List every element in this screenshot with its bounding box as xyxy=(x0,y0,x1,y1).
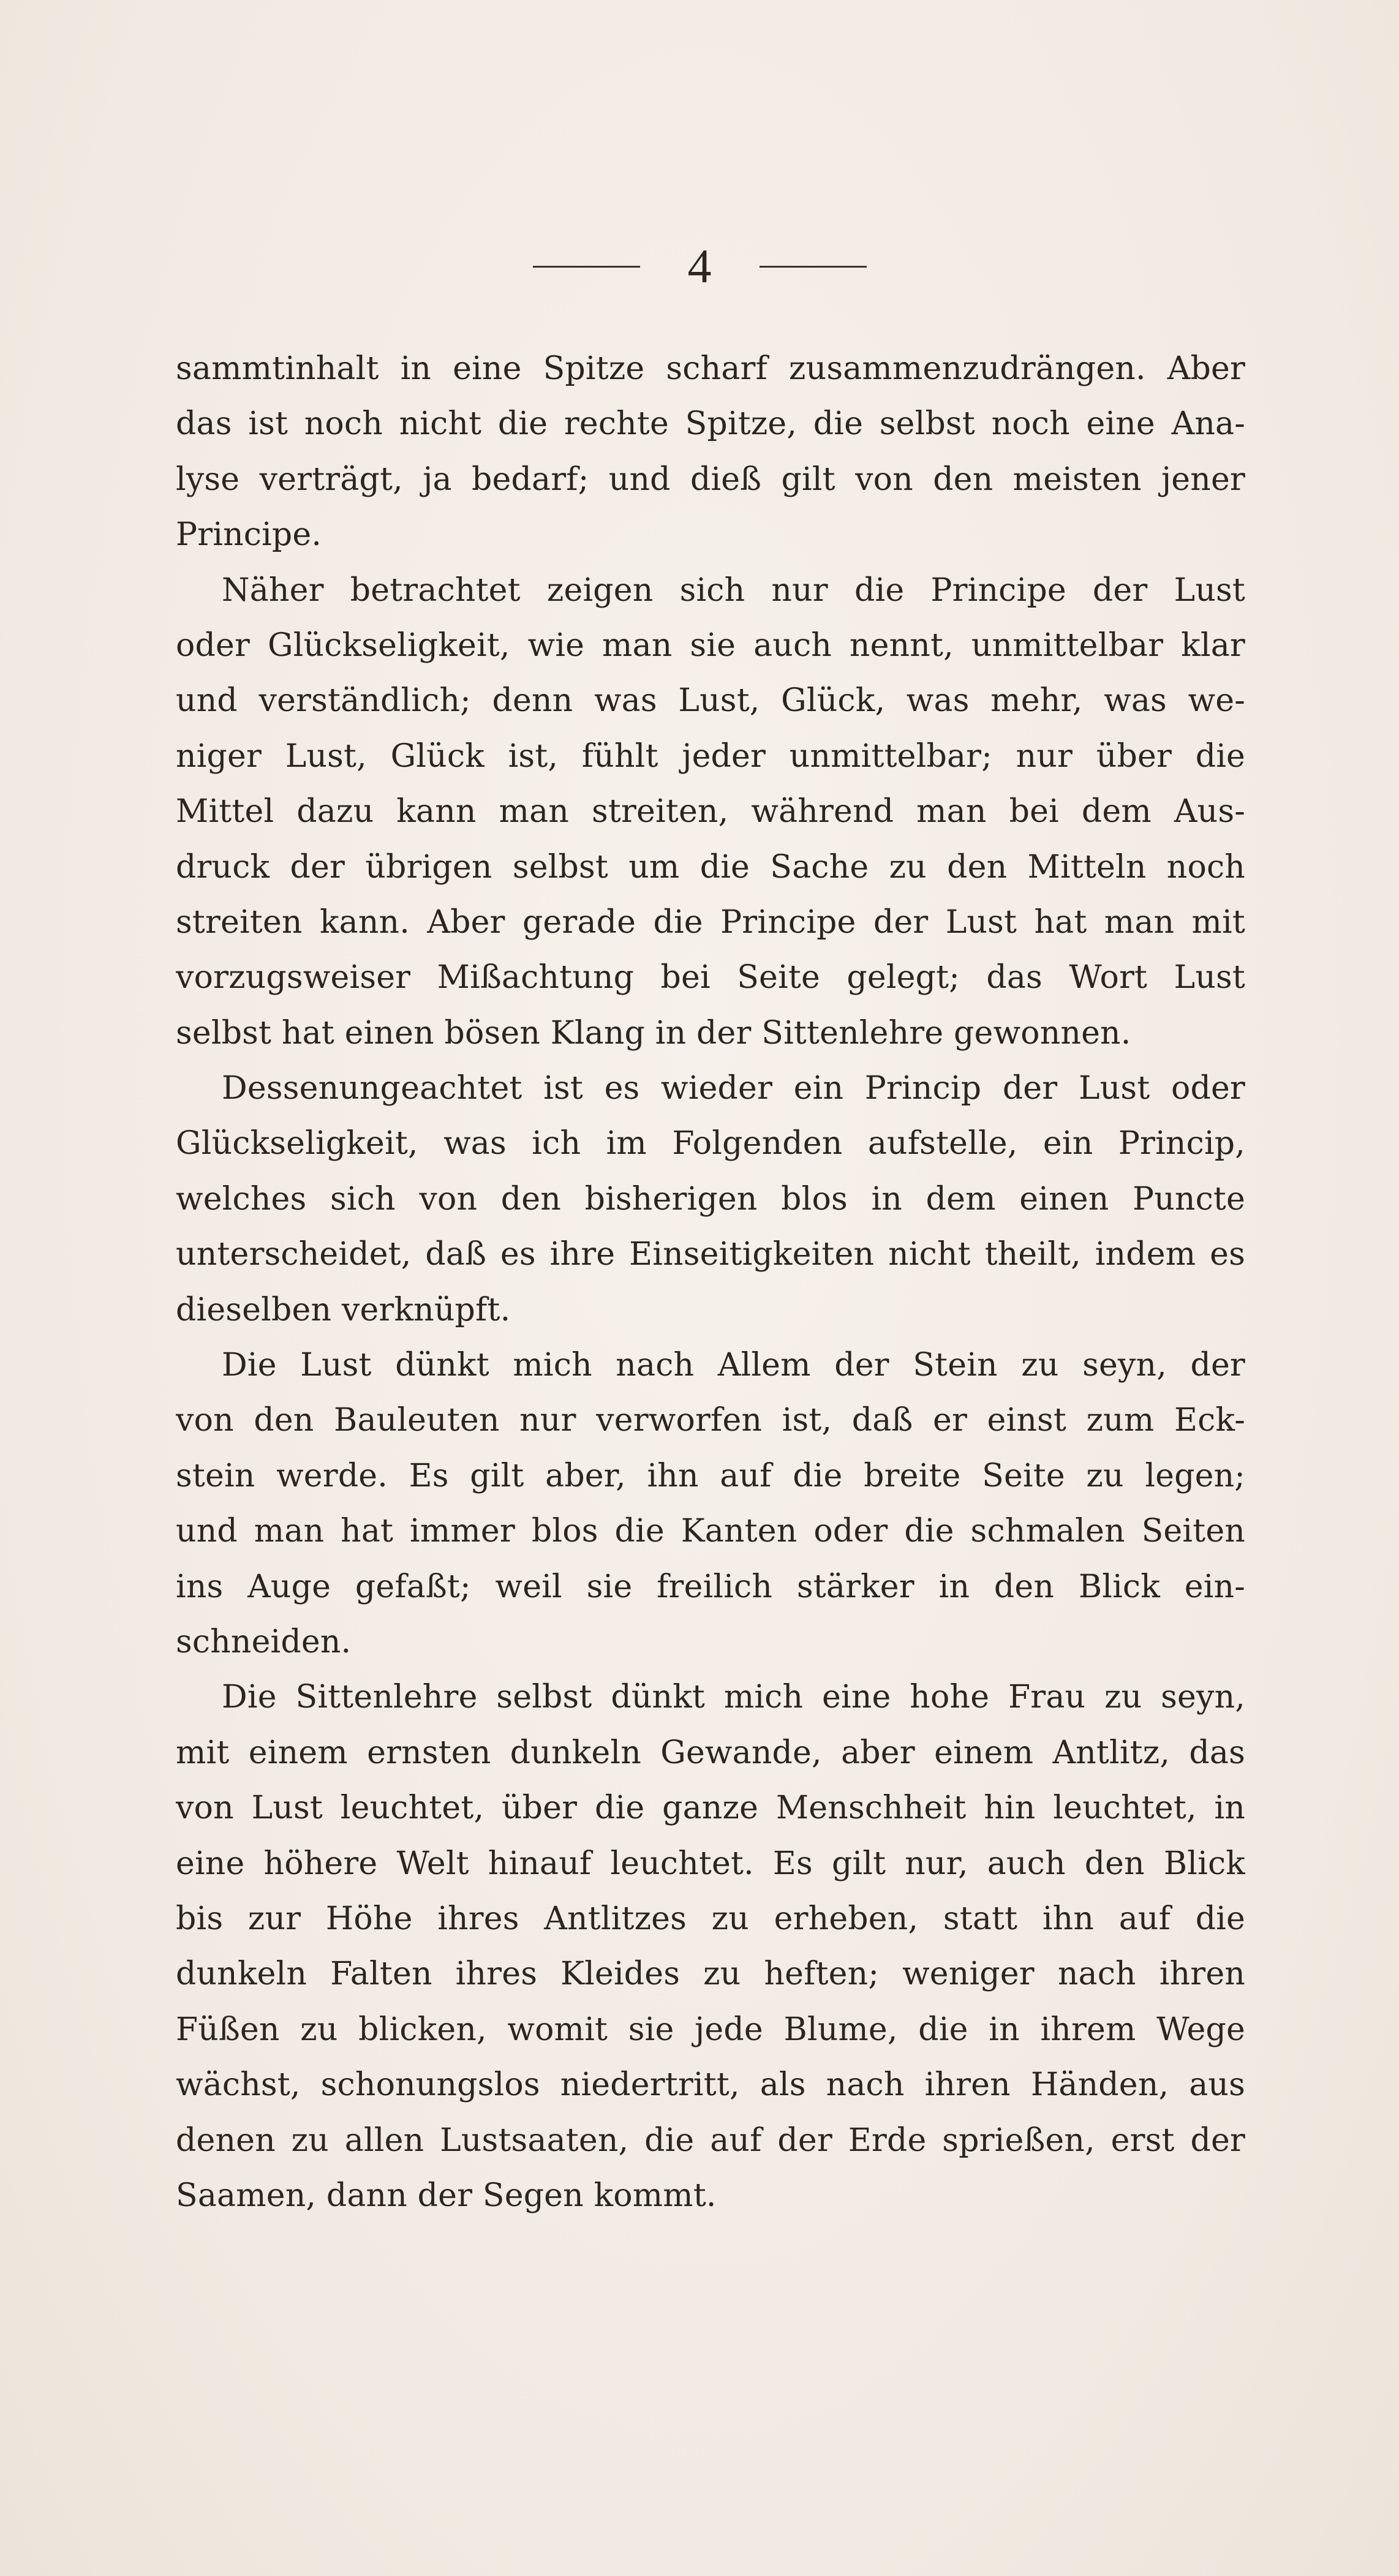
text-line: von Lust leuchtet, über die ganze Menschheit hin leuchtet, in xyxy=(176,1790,1245,1827)
text-line: wächst, schonungslos niedertritt, als nach ihren Händen, aus xyxy=(176,2066,1245,2104)
text-line: lyse verträgt, ja bedarf; und dieß gilt von den meisten jener xyxy=(176,461,1245,498)
text-line: ins Auge gefaßt; weil sie freilich stärker in den Blick ein- xyxy=(176,1568,1245,1605)
text-line: Füßen zu blicken, womit sie jede Blume, die in ihrem Wege xyxy=(176,2011,1245,2048)
body-text xyxy=(176,341,1245,2223)
text-line: streiten kann. Aber gerade die Principe der Lust hat man mit xyxy=(176,903,1245,941)
text-line: Die Lust dünkt mich nach Allem der Stein zu seyn, der xyxy=(222,1347,1245,1384)
text-line: und verständlich; denn was Lust, Glück, was mehr, was we- xyxy=(176,682,1245,720)
header-rule-left xyxy=(533,266,640,268)
text-line: von den Bauleuten nur verworfen ist, daß er einst zum Eck- xyxy=(176,1402,1245,1439)
text-line: eine höhere Welt hinauf leuchtet. Es gilt nur, auch den Blick xyxy=(176,1845,1245,1882)
text-line: oder Glückseligkeit, wie man sie auch nennt, unmittelbar klar xyxy=(176,627,1245,664)
text-line: Principe. xyxy=(176,516,322,554)
text-line: stein werde. Es gilt aber, ihn auf die breite Seite zu legen; xyxy=(176,1457,1245,1494)
text-line: druck der übrigen selbst um die Sache zu den Mitteln noch xyxy=(176,848,1245,886)
page-header xyxy=(0,239,1399,293)
text-line: Näher betrachtet zeigen sich nur die Principe der Lust xyxy=(222,571,1245,609)
text-line: dieselben verknüpft. xyxy=(176,1291,511,1328)
header-rule-right xyxy=(760,266,867,268)
text-line: sammtinhalt in eine Spitze scharf zusammenzudrängen. Aber xyxy=(176,350,1245,387)
text-line: Mittel dazu kann man streiten, während man bei dem Aus- xyxy=(176,793,1245,830)
text-line: das ist noch nicht die rechte Spitze, die selbst noch eine Ana- xyxy=(176,405,1245,443)
text-line: Die Sittenlehre selbst dünkt mich eine hohe Frau zu seyn, xyxy=(222,1679,1245,1716)
text-line: mit einem ernsten dunkeln Gewande, aber einem Antlitz, das xyxy=(176,1734,1245,1771)
text-line: Glückseligkeit, was ich im Folgenden aufstelle, ein Princip, xyxy=(176,1125,1245,1162)
text-line: welches sich von den bisherigen blos in dem einen Puncte xyxy=(176,1180,1245,1218)
text-line: bis zur Höhe ihres Antlitzes zu erheben, statt ihn auf die xyxy=(176,1900,1245,1937)
text-line: schneiden. xyxy=(176,1623,352,1660)
text-line: denen zu allen Lustsaaten, die auf der Erde sprießen, erst der xyxy=(176,2122,1245,2159)
text-line: Dessenungeachtet ist es wieder ein Princip der Lust oder xyxy=(222,1070,1245,1107)
page-number: 4 xyxy=(687,239,712,293)
text-line: selbst hat einen bösen Klang in der Sittenlehre gewonnen. xyxy=(176,1014,1131,1052)
text-line: Saamen, dann der Segen kommt. xyxy=(176,2177,717,2214)
text-line: unterscheidet, daß es ihre Einseitigkeiten nicht theilt, indem es xyxy=(176,1236,1245,1273)
text-line: dunkeln Falten ihres Kleides zu heften; weniger nach ihren xyxy=(176,1956,1245,1993)
text-line: niger Lust, Glück ist, fühlt jeder unmittelbar; nur über die xyxy=(176,737,1245,775)
text-line: und man hat immer blos die Kanten oder die schmalen Seiten xyxy=(176,1513,1245,1550)
text-line: vorzugsweiser Mißachtung bei Seite gelegt; das Wort Lust xyxy=(176,959,1245,996)
